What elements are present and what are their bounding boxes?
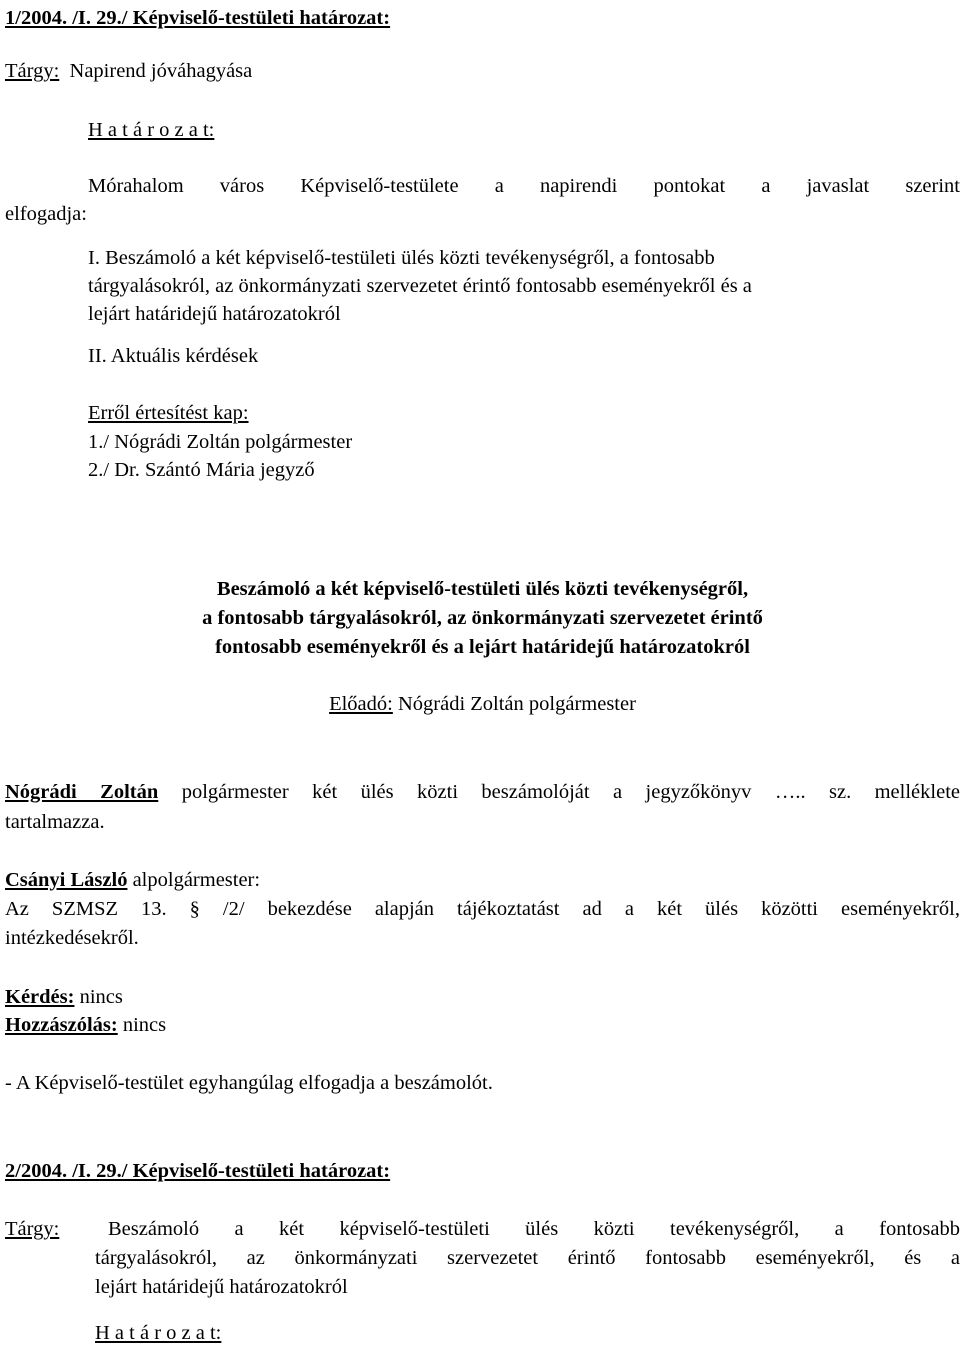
comment-value: nincs [122,1014,167,1036]
question-label: Kérdés: [5,986,75,1008]
outcome-text: - A Képviselő-testület egyhangúlag elfogadja a beszámolót. [5,1072,493,1094]
speaker-2-header [5,866,260,895]
question-row [5,983,123,1012]
decision-line-1: Mórahalom város Képviselő-testülete a napirendi pontokat a javaslat szerint [88,175,960,197]
speaker-2-line-2: intézkedésekről. [5,927,139,949]
subject-text: Napirend jóváhagyása [69,60,253,82]
agenda-title-line-1: Beszámoló a két képviselő-testületi ülés közti tevékenységről, [216,578,749,600]
comment-label: Hozzászólás: [5,1014,118,1036]
question-value: nincs [79,986,123,1008]
decision-line-2: elfogadja: [5,203,87,225]
resolution-1-heading: 1/2004. /I. 29./ Képviselő-testületi határozat: [5,7,391,29]
agenda-item-1-line-2: tárgyalásokról, az önkormányzati szervezetet érintő fontosabb eseményekről és a [88,275,752,297]
speaker-1-line-2: tartalmazza. [5,811,105,833]
comment-row [5,1011,166,1040]
presenter-label: Előadó: [329,693,393,715]
speaker-2-line-1: Az SZMSZ 13. § /2/ bekezdése alapján tájékoztatást ad a két ülés közötti eseményekről, [5,898,960,920]
agenda-item-1-line-1: I. Beszámoló a két képviselő-testületi ülés közti tevékenységről, a fontosabb [88,247,715,269]
resolution-2-subject-label: Tárgy: [5,1218,60,1240]
speaker-2-name: Csányi László [5,869,128,891]
subject-label: Tárgy: [5,60,60,82]
speaker-2-role: alpolgármester: [132,869,261,891]
agenda-item-2: II. Aktuális kérdések [88,345,259,367]
speaker-1-text: polgármester két ülés közti beszámolóját a jegyzőkönyv ….. sz. melléklete [181,781,960,803]
notify-item-1: 1./ Nógrádi Zoltán polgármester [88,431,353,453]
notify-item-2: 2./ Dr. Szántó Mária jegyző [88,459,315,481]
speaker-1-line-1 [5,778,960,807]
resolution-2-subject-line-3: lejárt határidejű határozatokról [95,1276,348,1298]
resolution-2-decision-label: H a t á r o z a t: [95,1322,222,1344]
presenter-name: Nógrádi Zoltán polgármester [397,693,636,715]
speaker-1-name: Nógrádi Zoltán [5,781,159,803]
resolution-2-heading: 2/2004. /I. 29./ Képviselő-testületi határozat: [5,1160,391,1182]
resolution-2-subject-line-1: Beszámoló a két képviselő-testületi ülés közti tevékenységről, a fontosabb [108,1218,960,1240]
resolution-1-subject [5,57,252,86]
resolution-2-subject-line-2: tárgyalásokról, az önkormányzati szervezetet érintő fontosabb eseményekről, és a [95,1247,960,1269]
agenda-title-line-2: a fontosabb tárgyalásokról, az önkormányzati szervezetet érintő [202,607,763,629]
agenda-item-1-line-3: lejárt határidejű határozatokról [88,303,341,325]
notify-label: Erről értesítést kap: [88,402,249,424]
decision-label: H a t á r o z a t: [88,119,215,141]
presenter [5,690,960,719]
agenda-title-line-3: fontosabb eseményekről és a lejárt határidejű határozatokról [215,636,750,658]
